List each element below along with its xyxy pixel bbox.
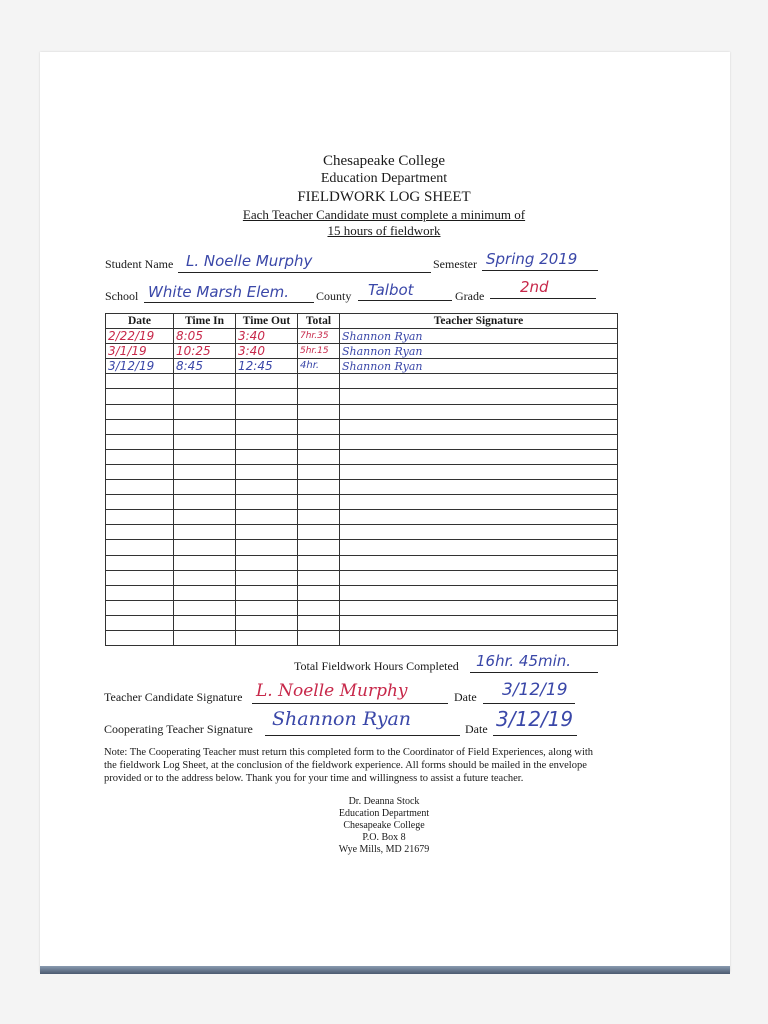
- time-in-cell[interactable]: 10:25: [174, 344, 236, 359]
- empty-cell[interactable]: [298, 510, 340, 525]
- empty-cell[interactable]: [106, 570, 174, 585]
- time-out-cell[interactable]: 12:45: [236, 359, 298, 374]
- candidate-date-field[interactable]: 3/12/19: [502, 680, 568, 700]
- school-label: School: [105, 289, 139, 303]
- empty-cell[interactable]: [106, 630, 174, 645]
- empty-cell[interactable]: [298, 449, 340, 464]
- date-cell[interactable]: 2/22/19: [106, 329, 174, 344]
- empty-cell[interactable]: [340, 600, 618, 615]
- empty-table-row: [106, 570, 618, 585]
- empty-cell[interactable]: [298, 495, 340, 510]
- student-name-field[interactable]: L. Noelle Murphy: [186, 252, 313, 270]
- address-line: Dr. Deanna Stock: [348, 796, 420, 807]
- header-date: Date: [106, 314, 174, 329]
- empty-cell[interactable]: [298, 615, 340, 630]
- empty-table-row: [106, 495, 618, 510]
- empty-cell[interactable]: [236, 389, 298, 404]
- student-name-label: Student Name: [105, 257, 174, 271]
- empty-cell[interactable]: [298, 480, 340, 495]
- empty-table-row: [106, 374, 618, 389]
- candidate-date-label: Date: [454, 690, 477, 704]
- cooperating-signature-line: [265, 735, 460, 736]
- empty-cell[interactable]: [236, 434, 298, 449]
- empty-table-row: [106, 464, 618, 479]
- address-line: Wye Mills, MD 21679: [338, 844, 430, 855]
- requirement-line-1: Each Teacher Candidate must complete a minimum of: [242, 207, 526, 222]
- total-cell[interactable]: 4hr.: [298, 359, 340, 374]
- cooperating-date-label: Date: [465, 722, 488, 736]
- school-field[interactable]: White Marsh Elem.: [148, 283, 290, 301]
- signature-cell[interactable]: Shannon Ryan: [340, 359, 618, 374]
- empty-cell[interactable]: [174, 510, 236, 525]
- empty-cell[interactable]: [174, 464, 236, 479]
- empty-cell[interactable]: [236, 510, 298, 525]
- empty-table-row: [106, 389, 618, 404]
- grade-field[interactable]: 2nd: [520, 278, 549, 296]
- empty-cell[interactable]: [236, 404, 298, 419]
- signature-cell[interactable]: Shannon Ryan: [340, 344, 618, 359]
- candidate-signature-line: [252, 703, 448, 704]
- empty-cell[interactable]: [340, 480, 618, 495]
- scan-edge: [40, 966, 730, 974]
- empty-cell[interactable]: [298, 419, 340, 434]
- empty-cell[interactable]: [340, 585, 618, 600]
- empty-cell[interactable]: [340, 615, 618, 630]
- empty-cell[interactable]: [236, 600, 298, 615]
- empty-cell[interactable]: [298, 540, 340, 555]
- empty-cell[interactable]: [340, 525, 618, 540]
- address-line: Education Department: [338, 808, 430, 819]
- empty-cell[interactable]: [174, 389, 236, 404]
- empty-cell[interactable]: [106, 555, 174, 570]
- time-in-cell[interactable]: 8:05: [174, 329, 236, 344]
- total-hours-label: Total Fieldwork Hours Completed: [294, 659, 459, 673]
- empty-cell[interactable]: [106, 449, 174, 464]
- empty-table-row: [106, 404, 618, 419]
- department-name: Education Department: [320, 171, 448, 186]
- empty-cell[interactable]: [106, 389, 174, 404]
- empty-cell[interactable]: [340, 570, 618, 585]
- empty-cell[interactable]: [174, 404, 236, 419]
- empty-table-row: [106, 555, 618, 570]
- empty-cell[interactable]: [236, 480, 298, 495]
- cooperating-signature-field[interactable]: Shannon Ryan: [272, 708, 412, 730]
- county-field[interactable]: Talbot: [368, 281, 414, 299]
- empty-cell[interactable]: [236, 419, 298, 434]
- empty-table-row: [106, 615, 618, 630]
- signature-cell[interactable]: Shannon Ryan: [340, 329, 618, 344]
- candidate-date-line: [483, 703, 575, 704]
- header-time-in: Time In: [174, 314, 236, 329]
- empty-cell[interactable]: [106, 419, 174, 434]
- empty-cell[interactable]: [174, 615, 236, 630]
- requirement-line-2: 15 hours of fieldwork: [327, 223, 441, 238]
- empty-cell[interactable]: [106, 525, 174, 540]
- candidate-signature-field[interactable]: L. Noelle Murphy: [256, 681, 408, 701]
- empty-cell[interactable]: [298, 525, 340, 540]
- empty-table-row: [106, 434, 618, 449]
- empty-cell[interactable]: [236, 464, 298, 479]
- address-line: P.O. Box 8: [362, 832, 406, 843]
- empty-cell[interactable]: [174, 585, 236, 600]
- empty-cell[interactable]: [298, 555, 340, 570]
- cooperating-signature-label: Cooperating Teacher Signature: [104, 722, 253, 736]
- county-label: County: [316, 289, 352, 303]
- empty-cell[interactable]: [298, 404, 340, 419]
- empty-table-row: [106, 480, 618, 495]
- empty-cell[interactable]: [106, 510, 174, 525]
- total-hours-field[interactable]: 16hr. 45min.: [476, 652, 572, 670]
- table-row: [106, 344, 618, 359]
- empty-cell[interactable]: [106, 615, 174, 630]
- empty-cell[interactable]: [340, 434, 618, 449]
- empty-cell[interactable]: [340, 464, 618, 479]
- empty-cell[interactable]: [298, 585, 340, 600]
- empty-cell[interactable]: [106, 464, 174, 479]
- table-row: [106, 329, 618, 344]
- semester-field[interactable]: Spring 2019: [486, 250, 578, 268]
- candidate-signature-label: Teacher Candidate Signature: [104, 690, 243, 704]
- empty-cell[interactable]: [340, 630, 618, 645]
- empty-cell[interactable]: [236, 570, 298, 585]
- empty-table-row: [106, 525, 618, 540]
- student-name-line: [178, 272, 431, 273]
- empty-cell[interactable]: [298, 570, 340, 585]
- empty-cell[interactable]: [340, 404, 618, 419]
- empty-cell[interactable]: [340, 374, 618, 389]
- empty-cell[interactable]: [340, 510, 618, 525]
- empty-cell[interactable]: [340, 419, 618, 434]
- time-in-cell[interactable]: 8:45: [174, 359, 236, 374]
- empty-cell[interactable]: [236, 555, 298, 570]
- empty-cell[interactable]: [106, 585, 174, 600]
- cooperating-date-line: [493, 735, 577, 736]
- empty-cell[interactable]: [106, 480, 174, 495]
- empty-cell[interactable]: [106, 374, 174, 389]
- fieldwork-log-table: [105, 313, 618, 646]
- college-name: Chesapeake College: [322, 153, 446, 169]
- empty-table-row: [106, 600, 618, 615]
- table-header-row: [106, 314, 618, 329]
- empty-cell[interactable]: [298, 630, 340, 645]
- mailing-address: [0, 796, 768, 856]
- empty-cell[interactable]: [298, 464, 340, 479]
- cooperating-date-field[interactable]: 3/12/19: [496, 707, 574, 731]
- county-line: [358, 300, 452, 301]
- total-cell[interactable]: 5hr.15: [298, 344, 340, 359]
- total-cell[interactable]: 7hr.35: [298, 329, 340, 344]
- empty-cell[interactable]: [174, 419, 236, 434]
- semester-label: Semester: [433, 257, 477, 271]
- empty-cell[interactable]: [236, 525, 298, 540]
- empty-cell[interactable]: [236, 540, 298, 555]
- empty-cell[interactable]: [340, 495, 618, 510]
- empty-cell[interactable]: [106, 404, 174, 419]
- time-out-cell[interactable]: 3:40: [236, 329, 298, 344]
- grade-line: [490, 298, 596, 299]
- empty-cell[interactable]: [174, 480, 236, 495]
- semester-line: [482, 270, 598, 271]
- empty-cell[interactable]: [174, 495, 236, 510]
- header-teacher-signature: Teacher Signature: [340, 314, 618, 329]
- empty-cell[interactable]: [174, 434, 236, 449]
- empty-cell[interactable]: [236, 630, 298, 645]
- header-time-out: Time Out: [236, 314, 298, 329]
- empty-cell[interactable]: [174, 570, 236, 585]
- total-hours-line: [470, 672, 598, 673]
- empty-cell[interactable]: [236, 495, 298, 510]
- empty-cell[interactable]: [174, 630, 236, 645]
- empty-cell[interactable]: [174, 525, 236, 540]
- date-cell[interactable]: 3/12/19: [106, 359, 174, 374]
- empty-cell[interactable]: [340, 555, 618, 570]
- empty-cell[interactable]: [298, 389, 340, 404]
- empty-cell[interactable]: [174, 600, 236, 615]
- empty-cell[interactable]: [236, 449, 298, 464]
- empty-cell[interactable]: [340, 389, 618, 404]
- header-total: Total: [298, 314, 340, 329]
- empty-cell[interactable]: [106, 600, 174, 615]
- empty-cell[interactable]: [106, 495, 174, 510]
- empty-cell[interactable]: [298, 434, 340, 449]
- empty-table-row: [106, 630, 618, 645]
- empty-table-row: [106, 419, 618, 434]
- empty-cell[interactable]: [236, 615, 298, 630]
- table-row: [106, 359, 618, 374]
- empty-cell[interactable]: [236, 585, 298, 600]
- empty-cell[interactable]: [174, 540, 236, 555]
- school-line: [144, 302, 314, 303]
- grade-label: Grade: [455, 289, 485, 303]
- empty-cell[interactable]: [106, 540, 174, 555]
- form-title: FIELDWORK LOG SHEET: [297, 189, 471, 205]
- empty-table-row: [106, 449, 618, 464]
- date-cell[interactable]: 3/1/19: [106, 344, 174, 359]
- return-instructions-note: Note: The Cooperating Teacher must return this completed form to the Coordinator of Field Experiences, along with the fieldwork Log Sheet, at the conclusion of the fieldwork experience. All forms should be mailed in the envelope provided or to the address below. Thank you for your time and willingness to assist a future teacher.: [104, 747, 594, 784]
- empty-cell[interactable]: [174, 555, 236, 570]
- empty-cell[interactable]: [340, 540, 618, 555]
- empty-cell[interactable]: [174, 374, 236, 389]
- empty-table-row: [106, 510, 618, 525]
- empty-table-row: [106, 585, 618, 600]
- empty-table-row: [106, 540, 618, 555]
- empty-cell[interactable]: [340, 449, 618, 464]
- empty-cell[interactable]: [174, 449, 236, 464]
- empty-cell[interactable]: [298, 600, 340, 615]
- empty-cell[interactable]: [106, 434, 174, 449]
- empty-cell[interactable]: [236, 374, 298, 389]
- time-out-cell[interactable]: 3:40: [236, 344, 298, 359]
- empty-cell[interactable]: [298, 374, 340, 389]
- address-line: Chesapeake College: [343, 820, 425, 831]
